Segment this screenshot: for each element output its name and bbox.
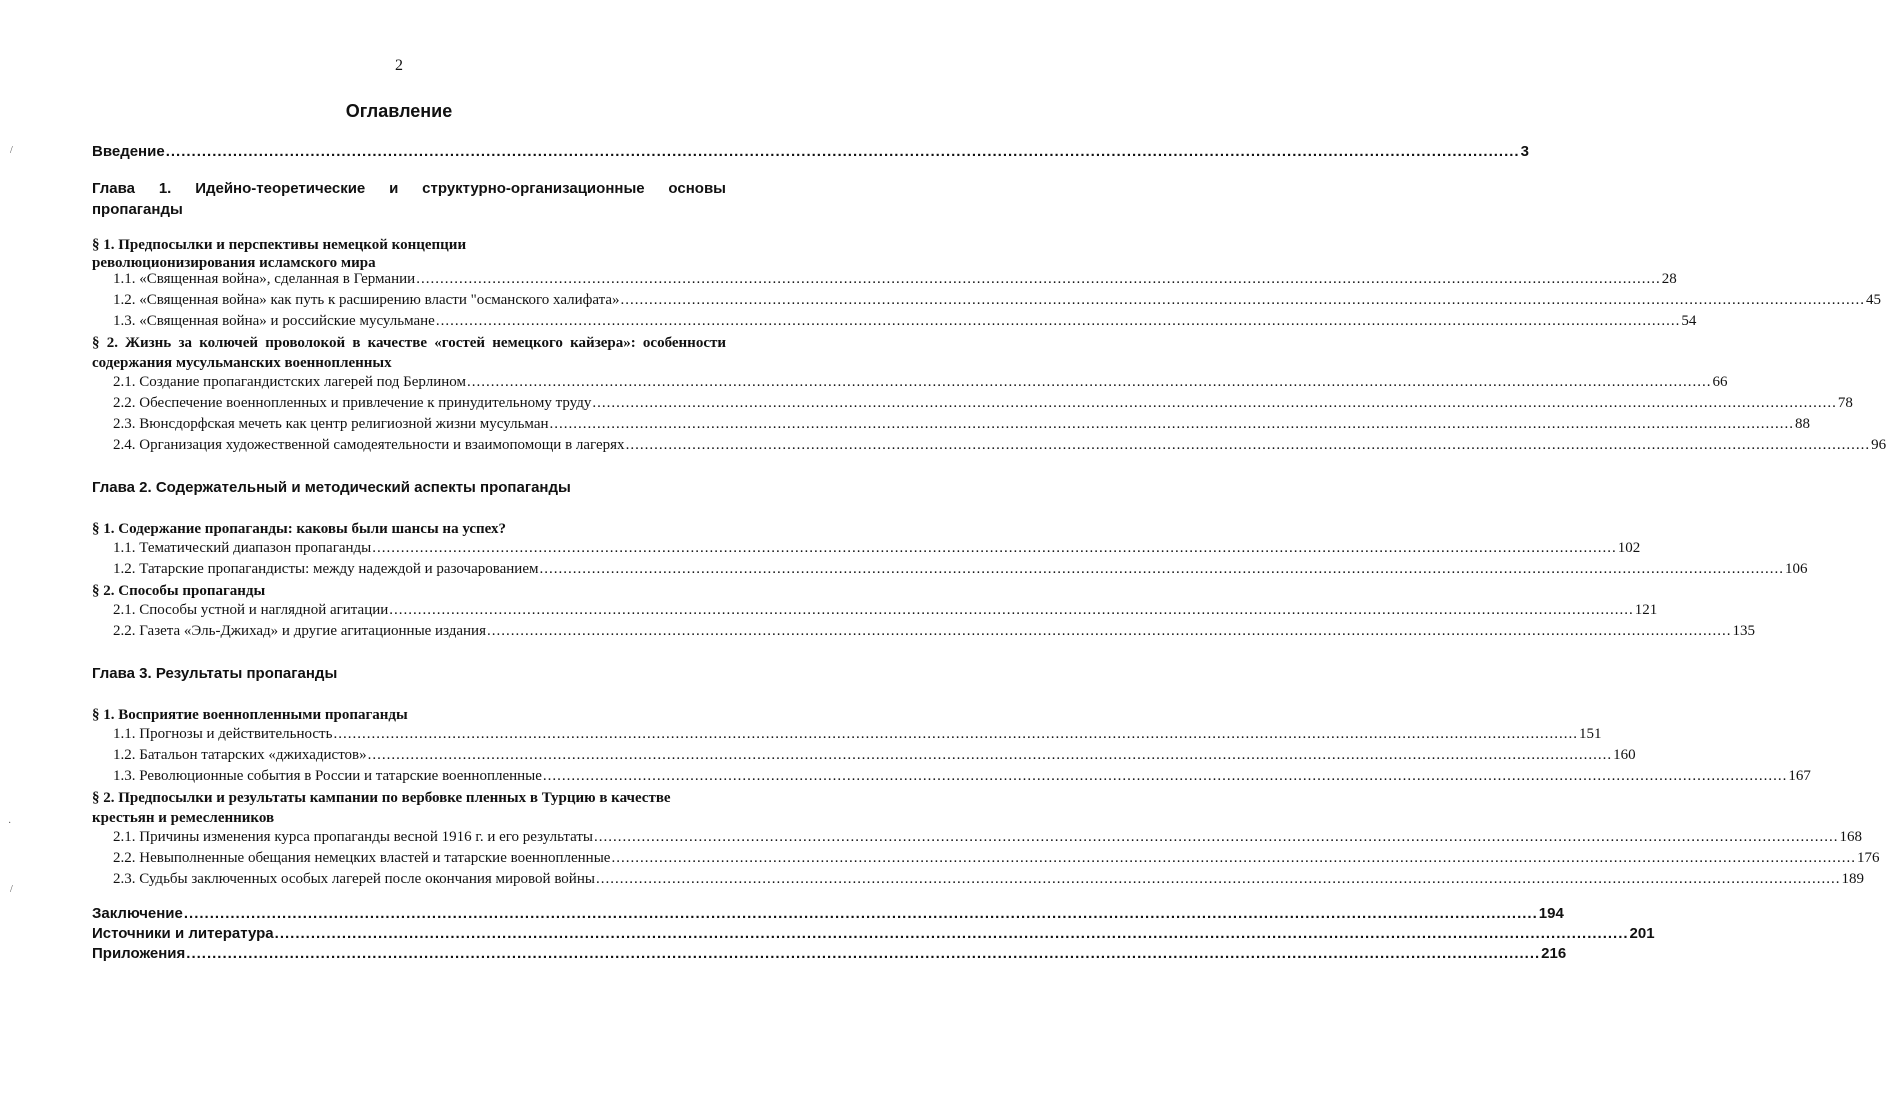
toc-label: Приложения <box>92 945 186 962</box>
ch3-section-2-heading[interactable]: § 2. Предпосылки и результаты кампании по вербовке пленных в Турцию в качестве крестьян и ремесленников <box>92 790 671 826</box>
toc-label: 1.3. Революционные события в России и татарские военнопленные <box>113 768 542 784</box>
dot-leader <box>626 437 1871 454</box>
toc-entry[interactable] <box>113 292 1882 309</box>
toc-label: 2.2. Невыполненные обещания немецких властей и татарские военнопленные <box>113 850 611 866</box>
toc-label: 2.1. Способы устной и наглядной агитации <box>113 602 389 618</box>
toc-page: 168 <box>1839 829 1862 845</box>
toc-label: 2.2. Обеспечение военнопленных и привлечение к принудительному труду <box>113 395 592 411</box>
chapter-2-heading[interactable]: Глава 2. Содержательный и методический аспекты пропаганды <box>92 479 571 496</box>
toc-entry[interactable] <box>113 726 1602 743</box>
toc-entry-intro[interactable] <box>92 143 1529 160</box>
toc-label: Источники и литература <box>92 925 274 942</box>
scan-mark: / <box>10 884 13 895</box>
dot-leader <box>275 925 1629 942</box>
toc-entry-conclusion[interactable] <box>92 905 1564 922</box>
toc-label: 1.3. «Священная война» и российские мусульмане <box>113 313 435 329</box>
toc-entry[interactable] <box>113 747 1636 764</box>
toc-page: 216 <box>1541 945 1567 962</box>
dot-leader <box>621 292 1866 309</box>
dot-leader <box>436 313 1681 330</box>
dot-leader <box>596 871 1841 888</box>
toc-page: 135 <box>1732 623 1755 639</box>
toc-entry[interactable] <box>113 416 1810 433</box>
toc-page: 45 <box>1866 292 1882 308</box>
toc-entry-sources[interactable] <box>92 925 1655 942</box>
toc-entry[interactable] <box>113 768 1811 785</box>
toc-entry-appendix[interactable] <box>92 945 1567 962</box>
toc-page: 102 <box>1617 540 1641 556</box>
ch2-section-2-heading[interactable]: § 2. Способы пропаганды <box>92 583 266 599</box>
toc-label: Заключение <box>92 905 183 922</box>
toc-entry[interactable] <box>113 271 1677 288</box>
ch1-section-1-line2: революционизирования исламского мира <box>92 255 376 271</box>
toc-page: 96 <box>1871 437 1886 453</box>
toc-label: 1.2. Татарские пропагандисты: между надеждой и разочарованием <box>113 561 539 577</box>
toc-entry[interactable] <box>113 540 1641 557</box>
dot-leader <box>487 623 1732 640</box>
toc-entry[interactable] <box>113 395 1853 412</box>
toc-page: 160 <box>1613 747 1636 763</box>
toc-page: 176 <box>1856 850 1880 866</box>
toc-page: 28 <box>1661 271 1677 287</box>
dot-leader <box>539 561 1784 578</box>
toc-page: 194 <box>1538 905 1564 922</box>
toc-page: 151 <box>1578 726 1602 742</box>
toc-label: 1.1. «Священная война», сделанная в Германии <box>113 271 416 287</box>
toc-page: 66 <box>1712 374 1728 390</box>
toc-page: 54 <box>1681 313 1697 329</box>
toc-entry[interactable] <box>113 850 1880 867</box>
dot-leader <box>416 271 1661 288</box>
toc-page: 189 <box>1841 871 1864 887</box>
toc-page: 121 <box>1634 602 1658 618</box>
toc-page: 106 <box>1784 561 1808 577</box>
ch1-section-2-heading[interactable]: § 2. Жизнь за колючей проволокой в качестве «гостей немецкого кайзера»: особенности содержания мусульманских военнопленных <box>92 335 726 371</box>
scan-mark: / <box>10 145 13 156</box>
dot-leader <box>467 374 1712 391</box>
toc-label: 1.1. Прогнозы и действительность <box>113 726 333 742</box>
scan-mark: · <box>8 818 12 829</box>
toc-label: 2.3. Вюнсдорфская мечеть как центр религиозной жизни мусульман <box>113 416 549 432</box>
toc-entry[interactable] <box>113 871 1864 888</box>
toc-entry[interactable] <box>113 829 1862 846</box>
dot-leader <box>184 905 1538 922</box>
dot-leader <box>592 395 1837 412</box>
toc-entry[interactable] <box>113 623 1755 640</box>
toc-page: 3 <box>1520 143 1529 160</box>
toc-label: Введение <box>92 143 165 160</box>
toc-label: 2.1. Причины изменения курса пропаганды весной 1916 г. и его результаты <box>113 829 593 845</box>
page-title: Оглавление <box>345 101 453 121</box>
toc-entry[interactable] <box>113 602 1658 619</box>
toc-label: 2.4. Организация художественной самодеятельности и взаимопомощи в лагерях <box>113 437 625 453</box>
page-number: 2 <box>395 57 403 74</box>
toc-entry[interactable] <box>113 374 1728 391</box>
dot-leader <box>389 602 1634 619</box>
toc-label: 2.3. Судьбы заключенных особых лагерей после окончания мировой войны <box>113 871 595 887</box>
toc-label: 1.2. Батальон татарских «джихадистов» <box>113 747 367 763</box>
dot-leader <box>166 143 1520 160</box>
toc-page: 88 <box>1795 416 1810 432</box>
dot-leader <box>186 945 1540 962</box>
ch1-section-1-line1[interactable]: § 1. Предпосылки и перспективы немецкой концепции <box>92 237 467 253</box>
ch2-section-1-heading[interactable]: § 1. Содержание пропаганды: каковы были шансы на успех? <box>92 521 507 537</box>
toc-entry[interactable] <box>113 313 1697 330</box>
dot-leader <box>594 829 1839 846</box>
toc-entry[interactable] <box>113 561 1808 578</box>
toc-page: 167 <box>1788 768 1811 784</box>
toc-entry[interactable] <box>113 437 1886 454</box>
chapter-1-heading[interactable]: Глава 1. Идейно-теоретические и структурно-организационные основы пропаганды <box>92 180 726 218</box>
dot-leader <box>543 768 1788 785</box>
chapter-3-heading[interactable]: Глава 3. Результаты пропаганды <box>92 665 338 682</box>
dot-leader <box>372 540 1617 557</box>
toc-page: 78 <box>1837 395 1853 411</box>
dot-leader <box>550 416 1795 433</box>
dot-leader <box>333 726 1578 743</box>
toc-label: 1.1. Тематический диапазон пропаганды <box>113 540 372 556</box>
toc-page: 201 <box>1629 925 1655 942</box>
dot-leader <box>611 850 1856 867</box>
dot-leader <box>368 747 1613 764</box>
toc-label: 1.2. «Священная война» как путь к расширению власти "османского халифата» <box>113 292 620 308</box>
toc-label: 2.1. Создание пропагандистских лагерей под Берлином <box>113 374 466 390</box>
ch3-section-1-heading[interactable]: § 1. Восприятие военнопленными пропаганды <box>92 707 408 723</box>
toc-label: 2.2. Газета «Эль-Джихад» и другие агитационные издания <box>113 623 486 639</box>
